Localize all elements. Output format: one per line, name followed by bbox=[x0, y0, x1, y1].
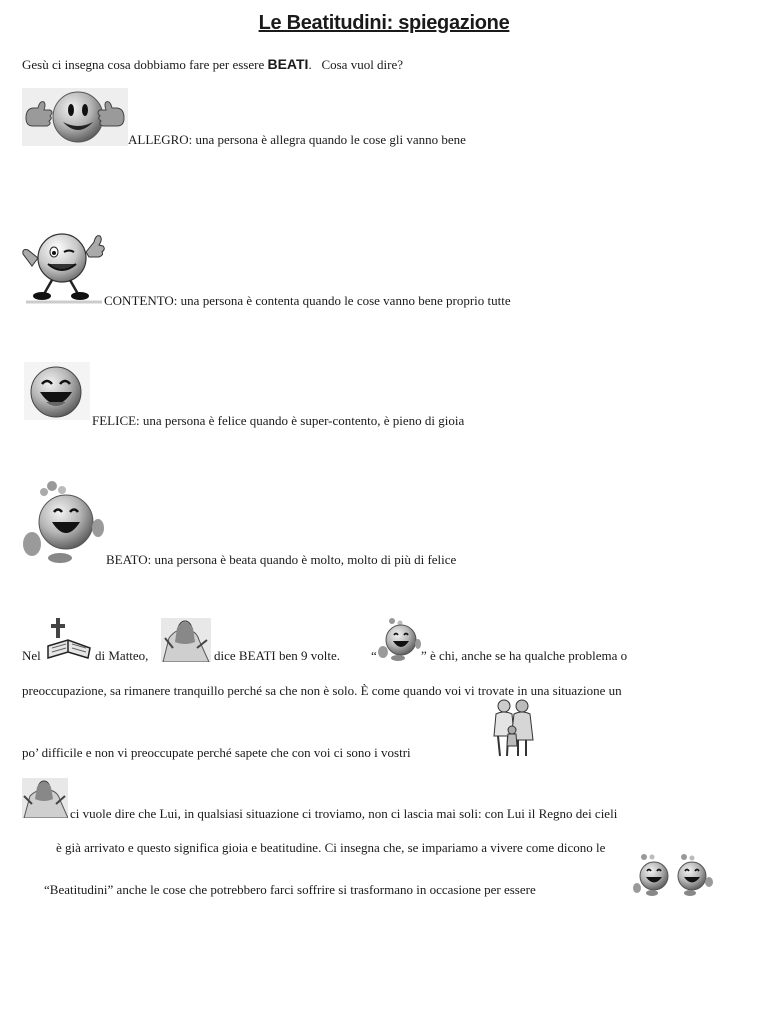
paragraph-nel: Nel bbox=[22, 648, 41, 663]
thumbs-up-smiley-icon bbox=[22, 88, 128, 146]
paragraph-dice-beati: dice BEATI ben 9 volte. bbox=[214, 648, 340, 663]
two-jumping-smileys-icon bbox=[632, 852, 714, 898]
paragraph-line-2: preoccupazione, sa rimanere tranquillo perché sa che non è solo. È come quando voi vi trovate in una situazione un bbox=[22, 683, 622, 698]
paragraph-di-matteo: di Matteo, bbox=[95, 648, 149, 663]
definition-contento: CONTENTO: una persona è contenta quando le cose vanno bene proprio tutte bbox=[104, 293, 511, 308]
paragraph-line-3: po’ difficile e non vi preoccupate perché sapete che con voi ci sono i vostri bbox=[22, 745, 411, 760]
intro-question: . Cosa vuol dire? bbox=[308, 57, 404, 72]
definition-allegro: ALLEGRO: una persona è allegra quando le cose gli vanno bene bbox=[128, 132, 466, 147]
paragraph-blessed-description: ” è chi, anche se ha qualche problema o bbox=[421, 648, 628, 663]
jumping-smiley-icon bbox=[378, 616, 422, 662]
gospel-book-icon bbox=[46, 616, 92, 662]
jesus-icon bbox=[161, 618, 211, 662]
parents-icon bbox=[492, 698, 536, 760]
intro-line bbox=[22, 56, 403, 73]
intro-beati: BEATI bbox=[267, 56, 309, 72]
paragraph-line-5: è già arrivato e questo significa gioia e beatitudine. Ci insegna che, se impariamo a vivere come dicono le bbox=[56, 840, 606, 855]
paragraph-line-4: ci vuole dire che Lui, in qualsiasi situazione ci troviamo, non ci lascia mai soli: con Lui il Regno dei cieli bbox=[70, 806, 618, 821]
paragraph-quote-open: “ bbox=[371, 648, 377, 663]
definition-beato: BEATO: una persona è beata quando è molto, molto di più di felice bbox=[106, 552, 457, 567]
page-title: Le Beatitudini: spiegazione bbox=[258, 12, 510, 34]
laughing-smiley-icon bbox=[24, 362, 90, 420]
intro-text: Gesù ci insegna cosa dobbiamo fare per essere bbox=[22, 57, 268, 72]
definition-felice: FELICE: una persona è felice quando è super-contento, è pieno di gioia bbox=[92, 413, 465, 428]
jesus-icon bbox=[22, 778, 68, 818]
winking-thumbs-up-smiley-icon bbox=[20, 228, 108, 306]
jumping-smiley-icon bbox=[22, 478, 104, 566]
paragraph-line-6: “Beatitudini” anche le cose che potrebbero farci soffrire si trasformano in occasione per essere bbox=[44, 882, 536, 897]
